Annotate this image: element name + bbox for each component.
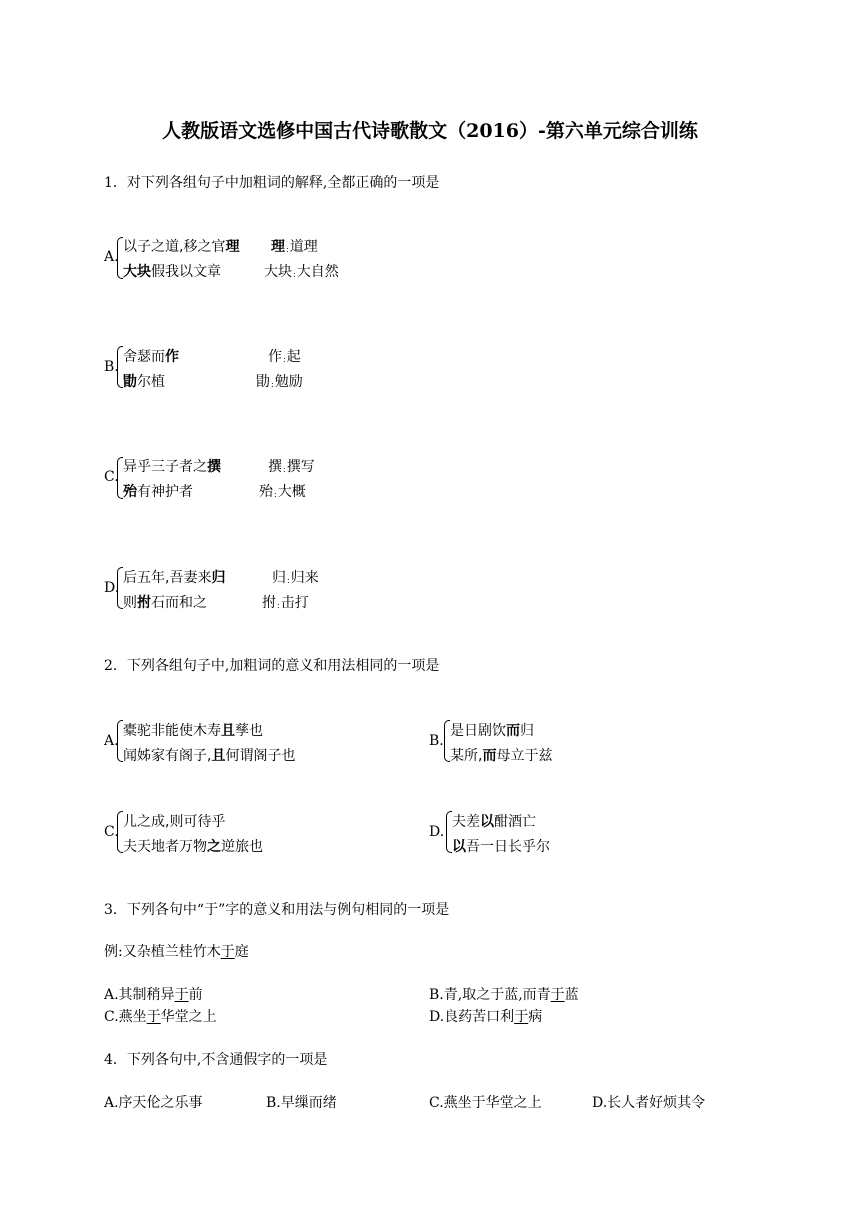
q2-option-c-label: C.	[104, 824, 119, 840]
q4-option-b: B.早缫而绪	[266, 1095, 337, 1111]
q1-option-b-gloss-1: 作:起	[268, 349, 301, 365]
q1-option-d-sentence-1: 后五年,吾妻来归	[123, 570, 226, 586]
q1-option-b-sentence-1: 舍瑟而作	[123, 349, 179, 365]
page-title: 人教版语文选修中国古代诗歌散文（2016）-第六单元综合训练	[162, 120, 698, 142]
q1-option-d-sentence-2: 则拊石而和之	[123, 595, 207, 611]
q2-option-a-label: A.	[104, 733, 119, 749]
question-3-stem: 3．下列各句中“于”字的意义和用法与例句相同的一项是	[104, 902, 450, 918]
q1-option-a-gloss-1: 理:道理	[271, 239, 318, 255]
question-1-stem: 1．对下列各组句子中加粗词的解释,全都正确的一项是	[104, 175, 440, 191]
q2-option-d-sentence-2: 以吾一日长乎尔	[452, 839, 550, 855]
q4-option-c: C.燕坐于华堂之上	[429, 1095, 542, 1111]
q1-option-c-gloss-2: 殆:大概	[259, 484, 306, 500]
q1-option-c-sentence-2: 殆有神护者	[123, 484, 193, 500]
q2-option-d-label: D.	[429, 824, 445, 840]
q2-option-b-sentence-2: 某所,而母立于兹	[450, 748, 553, 764]
q1-option-b-label: B.	[104, 359, 119, 375]
q3-option-b: B.青,取之于蓝,而青于蓝	[429, 987, 579, 1003]
question-2-stem: 2．下列各组句子中,加粗词的意义和用法相同的一项是	[104, 658, 440, 674]
q2-option-b-sentence-1: 是日剧饮而归	[450, 723, 534, 739]
q2-option-a-sentence-2: 闻姊家有阁子,且何谓阁子也	[123, 748, 296, 764]
q1-option-c-sentence-1: 异乎三子者之撰	[123, 459, 221, 475]
q3-option-d: D.良药苦口利于病	[429, 1009, 543, 1025]
q1-option-d-gloss-1: 归:归来	[272, 570, 319, 586]
q1-option-a-sentence-1: 以子之道,移之官理	[123, 239, 240, 255]
q1-option-b-gloss-2: 勖:勉励	[256, 374, 303, 390]
q1-option-a-sentence-2: 大块假我以文章	[123, 264, 221, 280]
q3-option-a: A.其制稍异于前	[104, 987, 203, 1003]
q2-option-d-sentence-1: 夫差以酣酒亡	[452, 814, 536, 830]
q3-example: 例:又杂植兰桂竹木于庭	[104, 944, 249, 960]
q2-option-a-sentence-1: 橐驼非能使木寿且孳也	[123, 723, 263, 739]
q1-option-d-gloss-2: 拊:击打	[262, 595, 309, 611]
q3-option-c: C.燕坐于华堂之上	[104, 1009, 217, 1025]
question-4-stem: 4．下列各句中,不含通假字的一项是	[104, 1052, 328, 1068]
q1-option-a-gloss-2: 大块:大自然	[264, 264, 339, 280]
q2-option-c-sentence-2: 夫天地者万物之逆旅也	[123, 839, 263, 855]
q2-option-b-label: B.	[429, 733, 444, 749]
q1-option-d-label: D.	[104, 580, 120, 596]
q1-option-a-label: A.	[104, 249, 119, 265]
q2-option-c-sentence-1: 儿之成,则可待乎	[123, 814, 226, 830]
q1-option-b-sentence-2: 勖尔植	[123, 374, 165, 390]
q4-option-d: D.长人者好烦其令	[592, 1095, 706, 1111]
q1-option-c-label: C.	[104, 469, 119, 485]
q4-option-a: A.序天伦之乐事	[104, 1095, 203, 1111]
q1-option-c-gloss-1: 撰:撰写	[268, 459, 315, 475]
